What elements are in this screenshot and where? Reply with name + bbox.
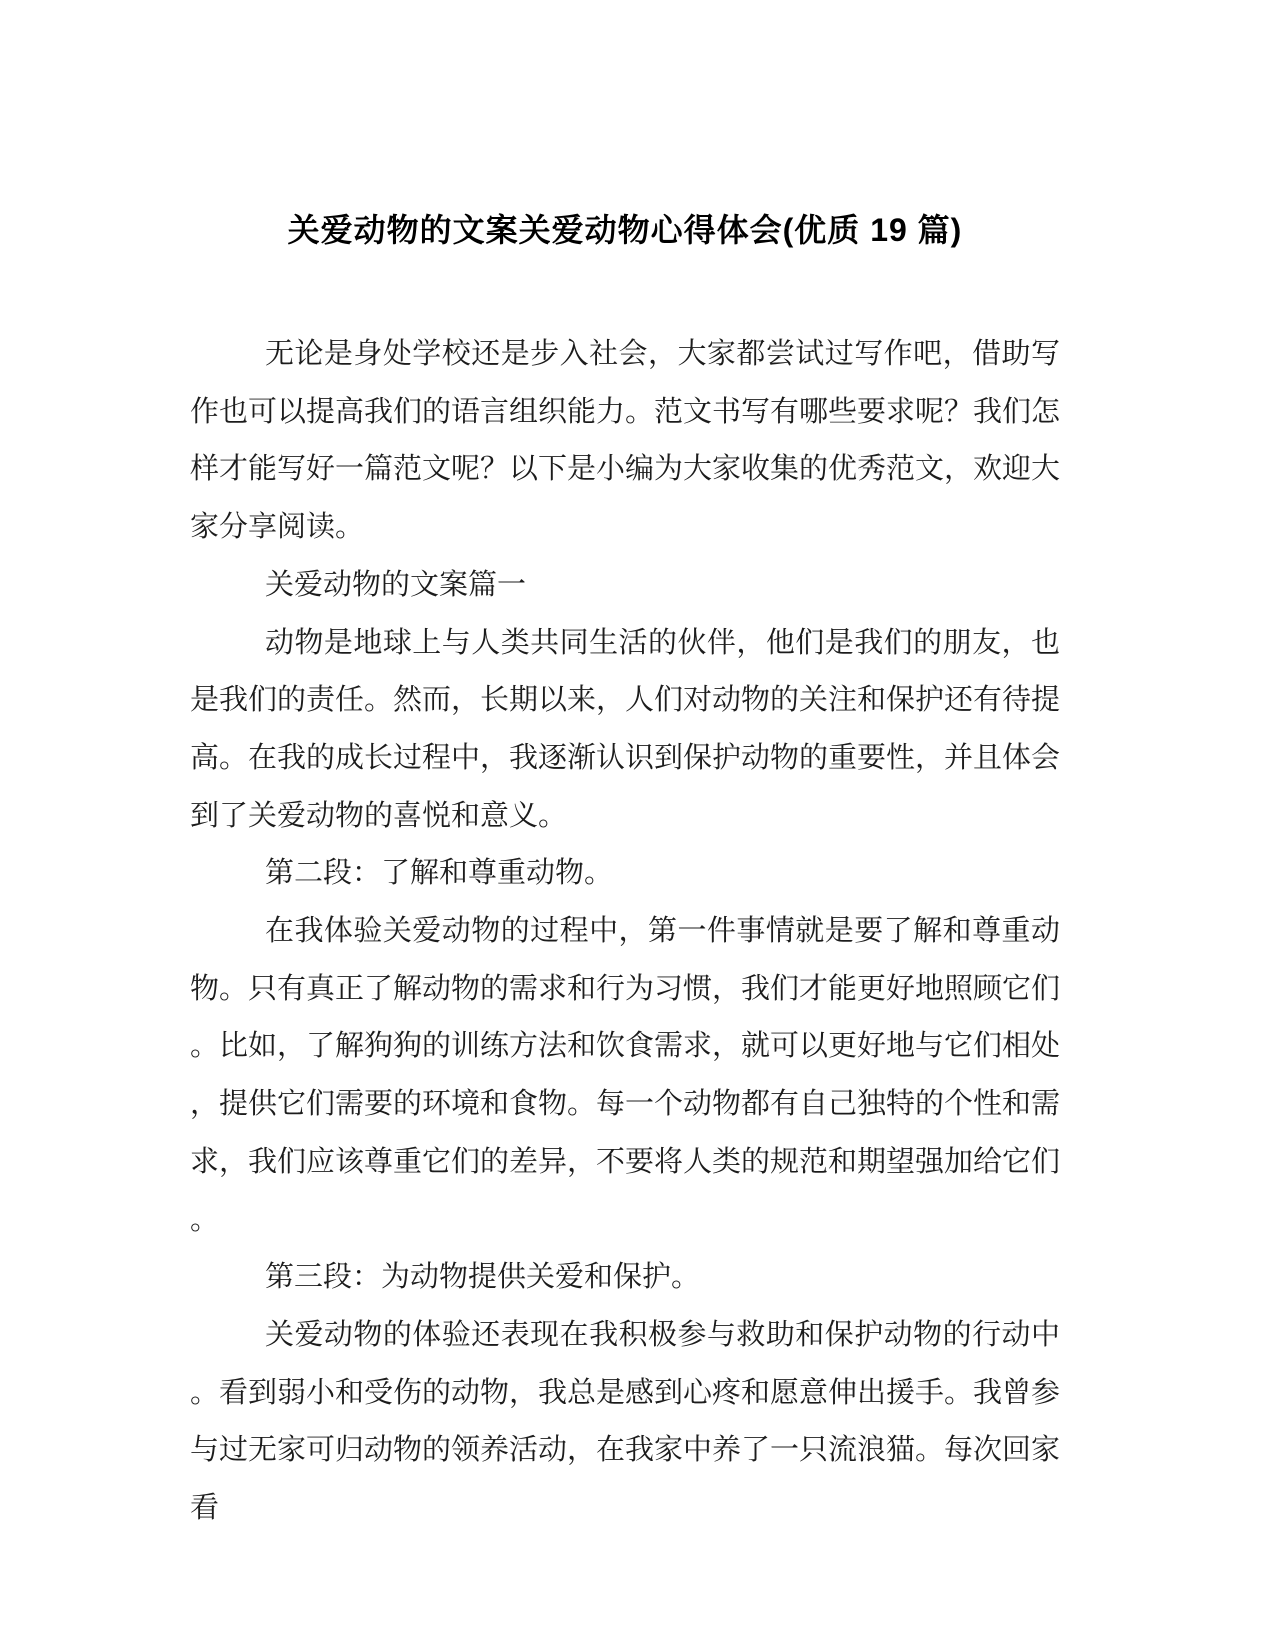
paragraph: 在我体验关爱动物的过程中，第一件事情就是要了解和尊重动物。只有真正了解动物的需求和行为习惯，我们才能更好地照顾它们。比如，了解狗狗的训练方法和饮食需求，就可以更好地与它们相处，提供它们需要的环境和食物。每一个动物都有自己独特的个性和需求，我们应该尊重它们的差异，不要将人类的规范和期望强加给它们。 <box>190 915 1061 1236</box>
paragraph: 第二段：了解和尊重动物。 <box>265 857 614 890</box>
paragraph: 动物是地球上与人类共同生活的伙伴，他们是我们的朋友，也是我们的责任。然而，长期以来，人们对动物的关注和保护还有待提高。在我的成长过程中，我逐渐认识到保护动物的重要性，并且体会到了关爱动物的喜悦和意义。 <box>190 626 1061 832</box>
paragraph: 第三段：为动物提供关爱和保护。 <box>265 1261 701 1294</box>
document-content <box>190 208 1060 1538</box>
paragraph: 关爱动物的文案篇一 <box>265 568 527 601</box>
paragraph: 无论是身处学校还是步入社会，大家都尝试过写作吧，借助写作也可以提高我们的语言组织能力。范文书写有哪些要求呢？我们怎样才能写好一篇范文呢？以下是小编为大家收集的优秀范文，欢迎大家分享阅读。 <box>190 338 1061 544</box>
document-title: 关爱动物的文案关爱动物心得体会(优质 19 篇) <box>287 212 963 248</box>
document-body <box>190 326 1060 1538</box>
paragraph: 关爱动物的体验还表现在我积极参与救助和保护动物的行动中。看到弱小和受伤的动物，我总是感到心疼和愿意伸出援手。我曾参与过无家可归动物的领养活动，在我家中养了一只流浪猫。每次回家看 <box>190 1318 1061 1525</box>
